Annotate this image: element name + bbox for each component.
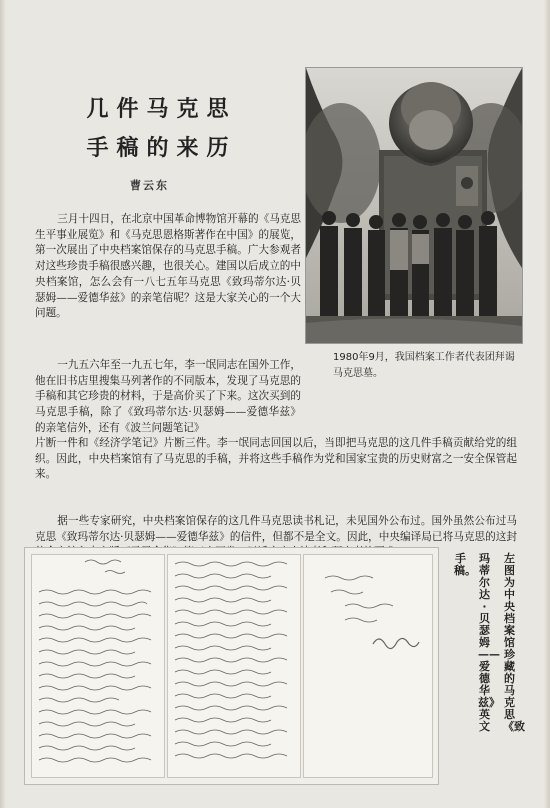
paragraph-3-text: 片断一件和《经济学笔记》片断三件。李一氓同志回国以后，当即把马克思的这几件手稿贡献给党的组织。因此，中央档案馆有了马克思的手稿，并将这些手稿作为党和国家宝贵的历史财富之一安全保管起来。	[35, 437, 517, 481]
paragraph-4-text: 据一些专家研究，中央档案馆保存的这几件马克思读书札记，未见国外公布过。国外虽然公布过马克思《致玛蒂尔达·贝瑟姆——爱德华兹》的信件，但都不是全文。因此，中央编译局已将马克思的这封	[35, 515, 517, 543]
manuscript-image	[24, 547, 439, 785]
photo-caption: 1980年9月，我国档案工作者代表团拜谒马克思墓。	[333, 352, 515, 379]
article-title-line-2: 手稿的来历	[86, 136, 237, 161]
manuscript-caption-col-2: 玛蒂尔达·贝瑟姆——爱德华兹》英文	[478, 552, 500, 733]
manuscript-caption-col-1: 左图为中央档案馆珍藏的马克思《致	[503, 552, 525, 733]
scan-edge-left	[0, 0, 6, 808]
article-title-line-1: 几件马克思	[86, 97, 237, 122]
paragraph-3	[35, 436, 517, 483]
paragraph-2	[35, 358, 301, 437]
tomb-photo	[305, 67, 523, 344]
article-author: 曹云东	[130, 179, 169, 192]
paragraph-2-text: 一九五六年至一九五七年，李一氓同志在国外工作，他在旧书店里搜集马列著作的不同版本，发现了马克思的手稿和其它珍贵的材料，于是高价买了下来。这次买到的马克思手稿，除了《致玛蒂尔达·贝瑟姆——爱德华兹》的亲笔信外，还有《波兰问题笔记》	[35, 359, 301, 434]
scan-edge-right	[544, 0, 550, 808]
paragraph-1	[35, 212, 301, 322]
manuscript-handwriting	[25, 548, 438, 784]
paragraph-1-text: 三月十四日，在北京中国革命博物馆开幕的《马克思生平事业展览》和《马克思恩格斯著作在中国》的展览，第一次展出了中央档案馆保存的马克思手稿。广大参观者对这些珍贵手稿很感兴趣，也很关心。建国以后成立的中央档案馆，怎么会有一八七五年马克思《致玛蒂尔达·贝瑟姆——爱德华兹》的亲笔信呢？这是大家关心的一个大问题。	[35, 213, 301, 320]
tomb-photo-image	[306, 68, 522, 343]
manuscript-caption-col-3: 手稿。	[454, 552, 476, 577]
